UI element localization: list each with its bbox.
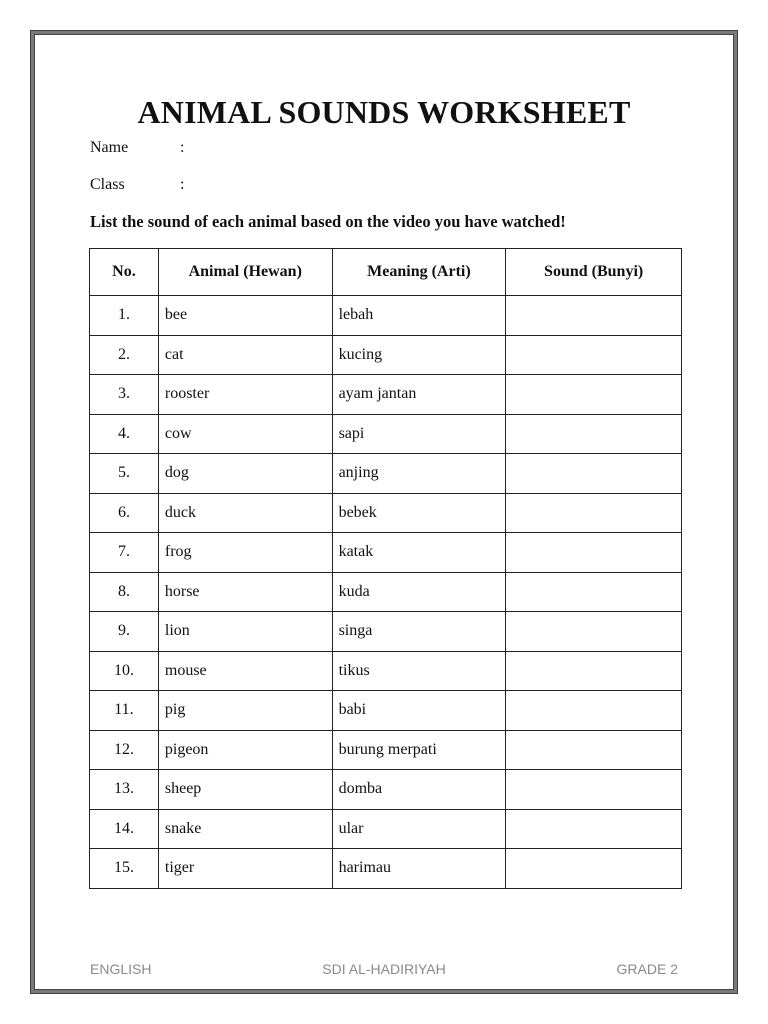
row-number: 3. [90,375,159,415]
row-number: 14. [90,809,159,849]
row-animal: lion [158,612,332,652]
table-row [90,691,682,731]
row-sound-answer[interactable] [506,612,682,652]
header-sound: Sound (Bunyi) [506,249,682,296]
row-sound-answer[interactable] [506,691,682,731]
row-animal: rooster [158,375,332,415]
table-row [90,414,682,454]
row-sound-answer[interactable] [506,651,682,691]
row-animal: sheep [158,770,332,810]
header-animal: Animal (Hewan) [158,249,332,296]
row-meaning: tikus [332,651,506,691]
class-colon: : [180,176,185,193]
header-meaning: Meaning (Arti) [332,249,506,296]
table-row [90,651,682,691]
row-number: 6. [90,493,159,533]
row-animal: mouse [158,651,332,691]
row-animal: frog [158,533,332,573]
footer-grade: GRADE 2 [616,961,678,977]
row-number: 10. [90,651,159,691]
table-row [90,730,682,770]
table-row [90,533,682,573]
row-meaning: domba [332,770,506,810]
row-sound-answer[interactable] [506,335,682,375]
row-sound-answer[interactable] [506,493,682,533]
row-number: 15. [90,849,159,889]
name-colon: : [180,139,185,156]
table-row [90,612,682,652]
row-animal: pig [158,691,332,731]
table-header-row [90,249,682,296]
row-meaning: sapi [332,414,506,454]
class-label: Class [90,176,125,193]
row-meaning: singa [332,612,506,652]
table-row [90,572,682,612]
row-sound-answer[interactable] [506,454,682,494]
row-meaning: ular [332,809,506,849]
row-number: 4. [90,414,159,454]
table-row [90,809,682,849]
table-row [90,296,682,336]
row-animal: cat [158,335,332,375]
row-number: 8. [90,572,159,612]
row-meaning: kucing [332,335,506,375]
row-animal: horse [158,572,332,612]
table-body [90,296,682,889]
row-meaning: kuda [332,572,506,612]
table-row [90,493,682,533]
row-number: 9. [90,612,159,652]
row-number: 12. [90,730,159,770]
row-meaning: anjing [332,454,506,494]
row-sound-answer[interactable] [506,770,682,810]
row-number: 2. [90,335,159,375]
worksheet-title: ANIMAL SOUNDS WORKSHEET [137,94,631,130]
name-field [90,139,185,157]
table-row [90,770,682,810]
row-sound-answer[interactable] [506,849,682,889]
row-number: 7. [90,533,159,573]
instruction-text: List the sound of each animal based on the video you have watched! [90,212,566,231]
row-number: 5. [90,454,159,494]
row-sound-answer[interactable] [506,533,682,573]
row-meaning: bebek [332,493,506,533]
row-animal: snake [158,809,332,849]
row-animal: pigeon [158,730,332,770]
row-animal: tiger [158,849,332,889]
row-meaning: burung merpati [332,730,506,770]
row-meaning: harimau [332,849,506,889]
row-sound-answer[interactable] [506,296,682,336]
row-animal: bee [158,296,332,336]
table-row [90,375,682,415]
row-number: 1. [90,296,159,336]
row-sound-answer[interactable] [506,414,682,454]
row-animal: dog [158,454,332,494]
row-sound-answer[interactable] [506,730,682,770]
table-row [90,335,682,375]
row-sound-answer[interactable] [506,572,682,612]
class-field [90,176,185,194]
row-meaning: lebah [332,296,506,336]
row-meaning: ayam jantan [332,375,506,415]
row-meaning: katak [332,533,506,573]
animal-sounds-table [89,248,682,889]
row-number: 13. [90,770,159,810]
row-animal: cow [158,414,332,454]
name-label: Name [90,139,129,156]
table-row [90,454,682,494]
footer-subject: ENGLISH [90,961,152,977]
row-animal: duck [158,493,332,533]
row-sound-answer[interactable] [506,809,682,849]
footer-school: SDI AL-HADIRIYAH [322,961,446,977]
row-sound-answer[interactable] [506,375,682,415]
header-no: No. [90,249,159,296]
table-row [90,849,682,889]
row-number: 11. [90,691,159,731]
row-meaning: babi [332,691,506,731]
